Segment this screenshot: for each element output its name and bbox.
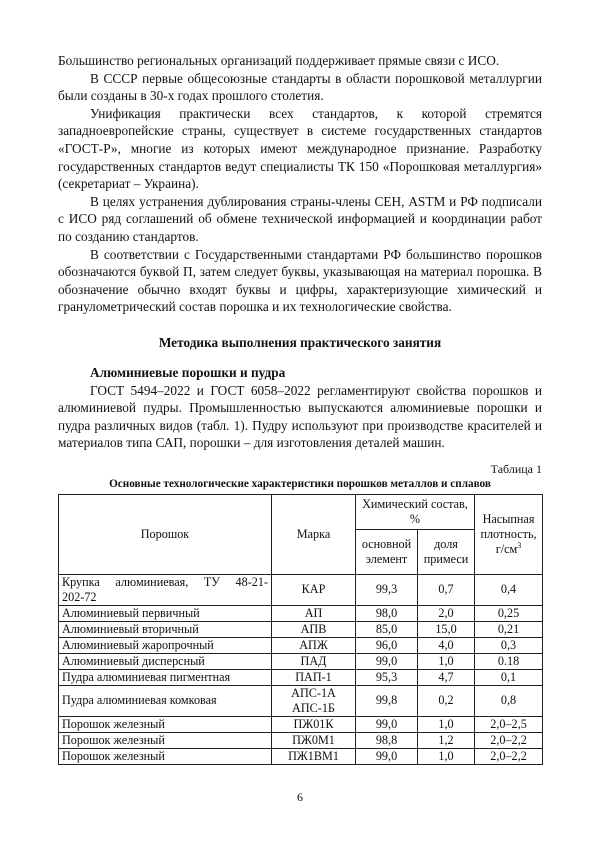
cell-grade: ПЖ1ВМ1	[272, 748, 356, 764]
cell-grade-line: АПС-1Б	[292, 700, 335, 715]
cell-grade: АПВ	[272, 621, 356, 637]
paragraph: Унификация практически всех стандартов, к которой стремятся западноевропейские страны, существует в системе государственных стандартов «ГОСТ-Р», многие из которых имеют международное признание. Разработку государственных стандартов ведут специалисты ТК 150 «Порошковая металлургия» (секретариат – Украина).	[58, 105, 542, 192]
header-density-label: Насыпная плотность,	[480, 511, 537, 541]
cell-main: 99,0	[356, 748, 418, 764]
header-density	[475, 494, 543, 574]
cell-powder	[59, 574, 272, 605]
cell-powder: Порошок железный	[59, 716, 272, 732]
cell-powder: Алюминиевый дисперсный	[59, 653, 272, 669]
cell-impurity: 4,0	[418, 637, 475, 653]
cell-powder: Алюминиевый вторичный	[59, 621, 272, 637]
section-title: Методика выполнения практического занятия	[158, 334, 442, 350]
cell-density: 0,21	[475, 621, 543, 637]
page-content	[58, 52, 542, 765]
cell-main: 99,0	[356, 653, 418, 669]
cell-main: 96,0	[356, 637, 418, 653]
cell-grade: ПЖ01К	[272, 716, 356, 732]
paragraph: В соответствии с Государственными стандартами РФ большинство порошков обозначаются буквой П, затем следует буквы, указывающая на материал порошка. В обозначение обычно входят буквы и цифры, характеризующие химический и гранулометрический состав порошка и их технологические свойства.	[58, 246, 542, 315]
cell-grade-line: АПС-1А	[291, 685, 336, 700]
cell-powder: Алюминиевый первичный	[59, 605, 272, 621]
cell-impurity: 0,2	[418, 685, 475, 716]
table-row	[59, 621, 543, 637]
cell-density: 2,0–2,5	[475, 716, 543, 732]
data-table	[58, 494, 543, 765]
cell-powder: Алюминиевый жаропрочный	[59, 637, 272, 653]
cell-impurity: 1,0	[418, 748, 475, 764]
table-row	[59, 716, 543, 732]
cell-impurity: 0,7	[418, 574, 475, 605]
table-row	[59, 685, 543, 716]
cell-main: 98,8	[356, 732, 418, 748]
cell-density: 0,4	[475, 574, 543, 605]
cell-density: 0,1	[475, 669, 543, 685]
table-row	[59, 732, 543, 748]
cell-impurity: 1,0	[418, 716, 475, 732]
cell-main: 99,0	[356, 716, 418, 732]
cell-powder: Порошок железный	[59, 748, 272, 764]
cell-powder-line: Крупка алюминиевая, ТУ 48-21-	[62, 574, 268, 589]
header-density-unit: г/см	[495, 541, 518, 556]
table-row	[59, 653, 543, 669]
table-row	[59, 637, 543, 653]
header-density-exp: 3	[517, 540, 522, 550]
paragraph: В СССР первые общесоюзные стандарты в области порошковой металлургии были созданы в 30-х годах прошлого столетия.	[58, 70, 542, 104]
cell-main: 99,3	[356, 574, 418, 605]
table-row	[59, 669, 543, 685]
cell-density: 2,0–2,2	[475, 732, 543, 748]
cell-impurity: 15,0	[418, 621, 475, 637]
cell-powder: Порошок железный	[59, 732, 272, 748]
cell-grade: АП	[272, 605, 356, 621]
cell-powder: Пудра алюминиевая комковая	[59, 685, 272, 716]
cell-main: 99,8	[356, 685, 418, 716]
cell-main: 98,0	[356, 605, 418, 621]
cell-main: 85,0	[356, 621, 418, 637]
table-row	[59, 748, 543, 764]
header-impurity: доля примеси	[418, 529, 475, 574]
paragraph: В целях устранения дублирования страны-члены СЕН, ASTM и РФ подписали с ИСО ряд соглашений об обмене технической информацией и координации работ по созданию стандартов.	[58, 193, 542, 244]
cell-grade: КАР	[272, 574, 356, 605]
cell-impurity: 4,7	[418, 669, 475, 685]
cell-density: 0,8	[475, 685, 543, 716]
table-number: Таблица 1	[490, 461, 542, 476]
cell-powder: Пудра алюминиевая пигментная	[59, 669, 272, 685]
header-main-element: основной элемент	[356, 529, 418, 574]
cell-impurity: 2,0	[418, 605, 475, 621]
table-row	[59, 605, 543, 621]
paragraph: Большинство региональных организаций поддерживает прямые связи с ИСО.	[58, 53, 500, 68]
cell-powder-line: 202-72	[62, 589, 97, 604]
paragraph: ГОСТ 5494–2022 и ГОСТ 6058–2022 регламентируют свойства порошков и алюминиевой пудры. Промышленностью выпускаются алюминиевые порошки и пудра различных видов (табл. 1). Пудру используют при производстве красителей и материалов типа САП, порошки – для изготовления деталей машин.	[58, 382, 542, 451]
cell-grade: ПАП-1	[272, 669, 356, 685]
cell-density: 0,25	[475, 605, 543, 621]
cell-density: 0,3	[475, 637, 543, 653]
subsection-title: Алюминиевые порошки и пудра	[90, 364, 286, 380]
header-grade: Марка	[272, 494, 356, 574]
page-number: 6	[297, 790, 303, 804]
cell-main: 95,3	[356, 669, 418, 685]
cell-impurity: 1,2	[418, 732, 475, 748]
header-powder: Порошок	[59, 494, 272, 574]
table-title: Основные технологические характеристики порошков металлов и сплавов	[109, 477, 491, 490]
cell-grade: ПАД	[272, 653, 356, 669]
cell-grade: ПЖ0М1	[272, 732, 356, 748]
header-chem: Химический состав, %	[356, 494, 475, 529]
cell-density: 2,0–2,2	[475, 748, 543, 764]
cell-density: 0.18	[475, 653, 543, 669]
table-row	[59, 574, 543, 605]
cell-grade	[272, 685, 356, 716]
cell-grade: АПЖ	[272, 637, 356, 653]
cell-impurity: 1,0	[418, 653, 475, 669]
